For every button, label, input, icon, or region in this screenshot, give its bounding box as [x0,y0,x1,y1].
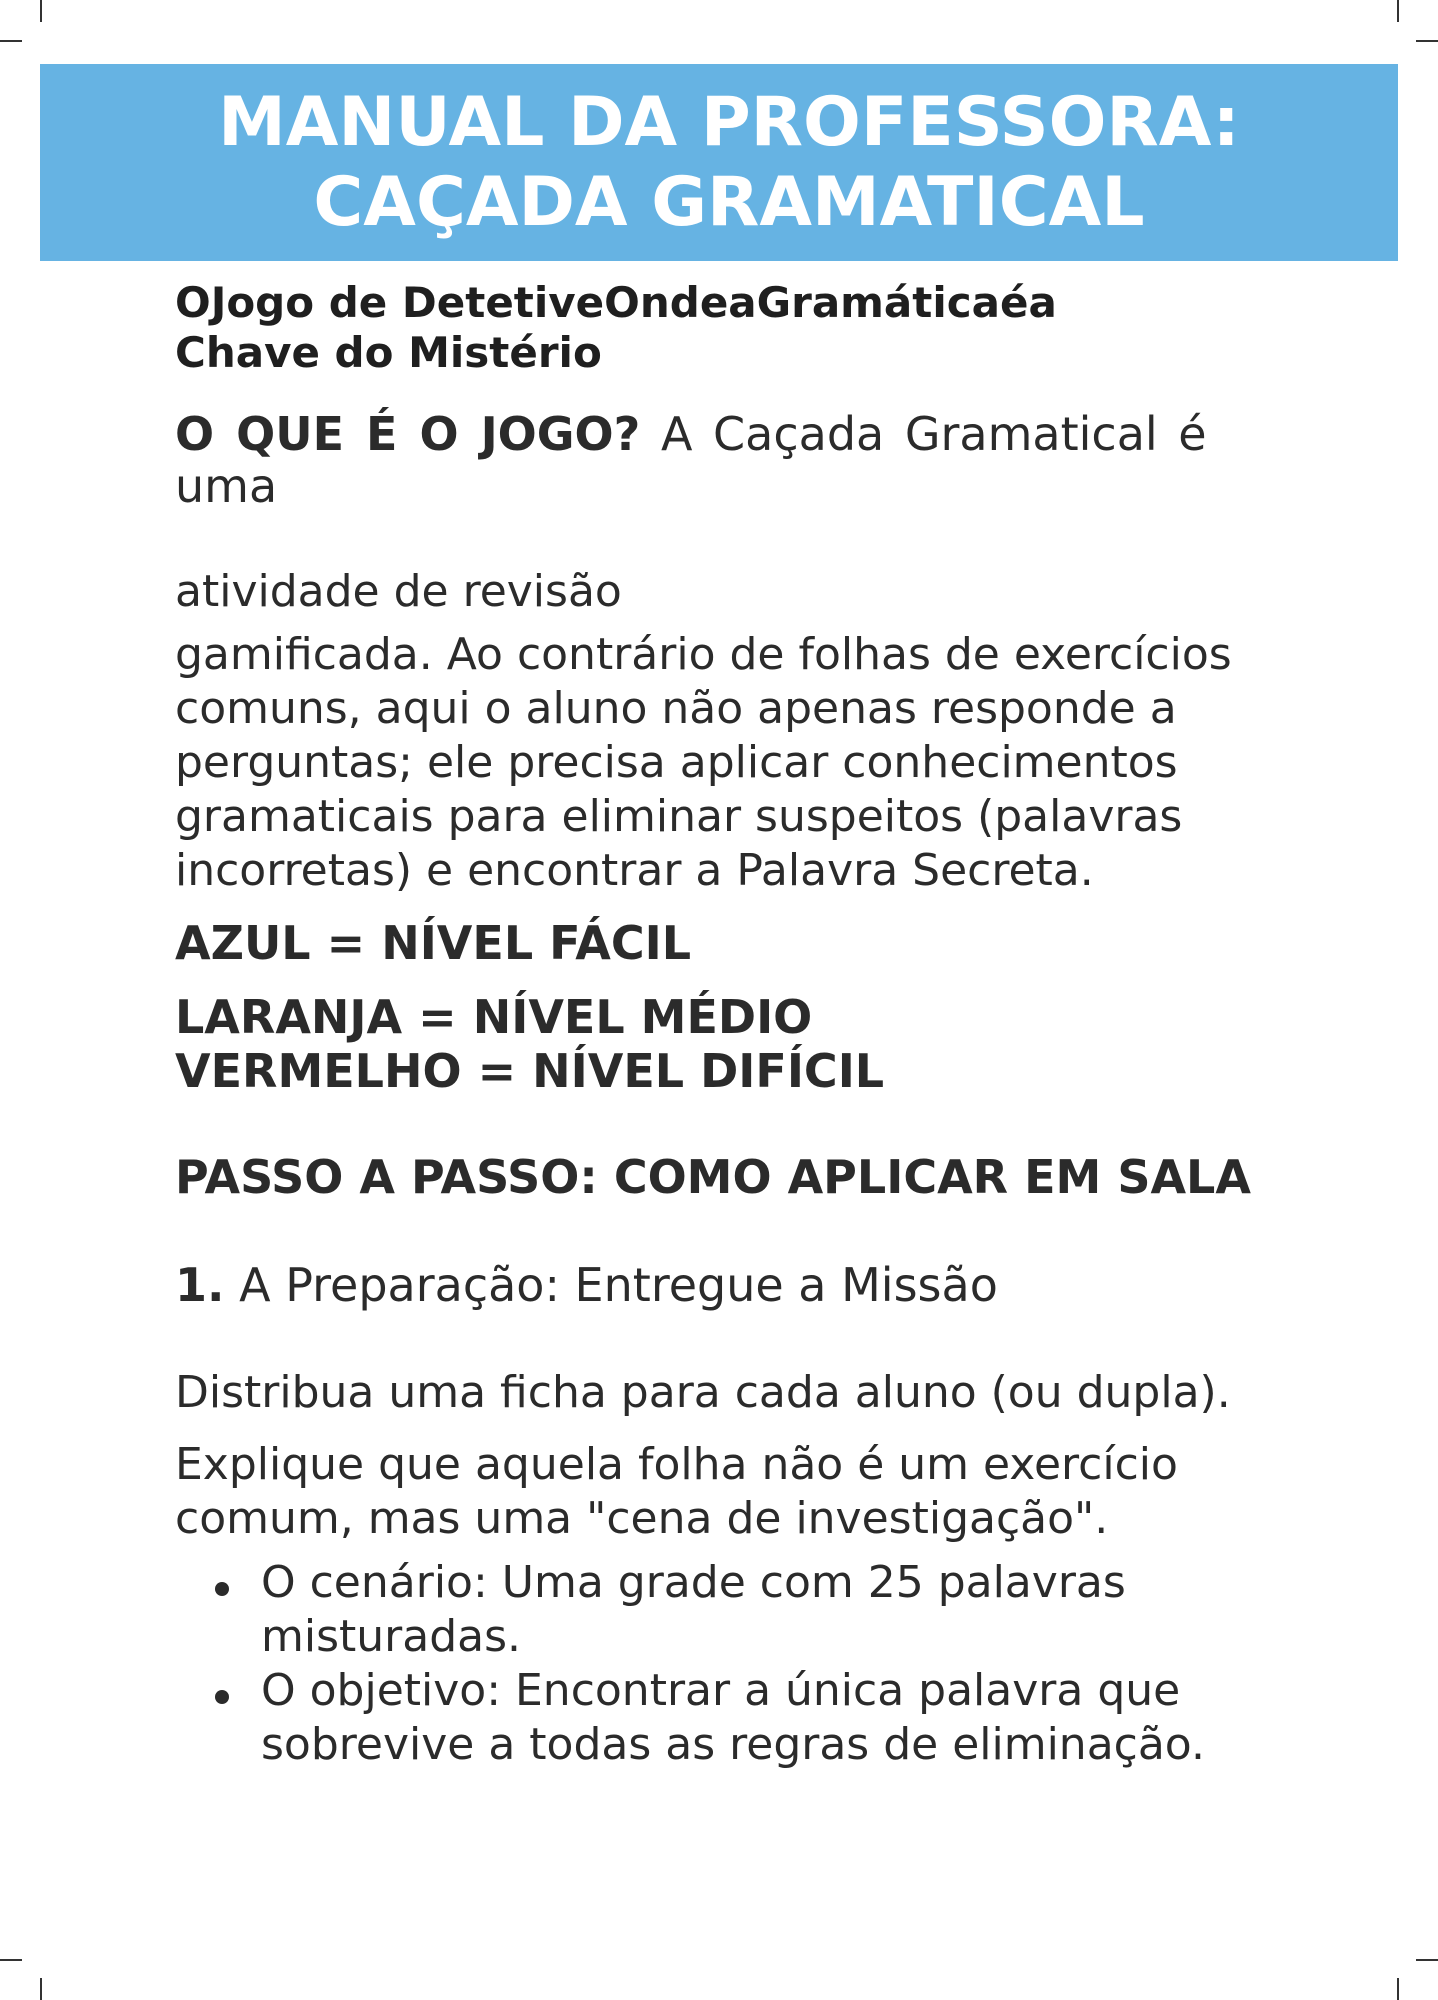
crop-mark-top-left [40,0,42,22]
page-title: MANUAL DA PROFESSORA: CAÇADA GRAMATICAL [218,82,1240,242]
crop-mark-top-right [1397,0,1399,22]
crop-mark-bottom-left-h [0,1959,22,1961]
intro-text: A Caçada Gramatical é uma [175,407,1207,513]
step-1-bullets [175,1556,1315,1772]
list-item [215,1556,1315,1664]
steps-section-title: PASSO A PASSO: COMO APLICAR EM SALA [175,1150,1251,1204]
crop-mark-bottom-left [40,1978,42,2000]
intro-continuation: atividade de revisão [175,566,622,617]
step-1-number: 1. [175,1258,225,1312]
list-item [215,1664,1315,1772]
bullet-text: O objetivo: Encontrar a única palavra que sobrevive a todas as regras de eliminação. [261,1665,1205,1770]
level-hard: VERMELHO = NÍVEL DIFÍCIL [175,1044,885,1098]
document-body [175,278,1315,1772]
subtitle [175,278,1315,378]
step-1-text-2: Explique que aquela folha não é um exercício comum, mas uma "cena de investigação". [175,1439,1178,1544]
level-medium: LARANJA = NÍVEL MÉDIO [175,990,813,1044]
bullet-icon [215,1690,229,1704]
step-1-title: A Preparação: Entregue a Missão [224,1258,998,1312]
title-banner [40,64,1398,261]
subtitle-line-2: Chave do Mistério [175,328,602,377]
crop-mark-top-left-h [0,40,22,42]
crop-mark-bottom-right-h [1416,1959,1438,1961]
crop-mark-top-right-h [1416,40,1438,42]
subtitle-line-1: OJogo de DetetiveOndeaGramáticaéa [175,278,1057,327]
bullet-icon [215,1582,229,1596]
crop-mark-bottom-right [1397,1978,1399,2000]
intro-lead: O QUE É O JOGO? [175,407,641,461]
intro-heading [175,408,1315,512]
level-easy: AZUL = NÍVEL FÁCIL [175,916,692,970]
step-1-text-1: Distribua uma ficha para cada aluno (ou dupla). [175,1367,1231,1418]
step-1-heading [175,1258,1315,1312]
bullet-text: O cenário: Uma grade com 25 palavras misturadas. [261,1557,1126,1662]
intro-paragraph: gamificada. Ao contrário de folhas de exercícios comuns, aqui o aluno não apenas responde a perguntas; ele precisa aplicar conhecimentos gramaticais para eliminar suspeitos (palavras incorretas) e encontrar a Palavra Secreta. [175,629,1232,896]
